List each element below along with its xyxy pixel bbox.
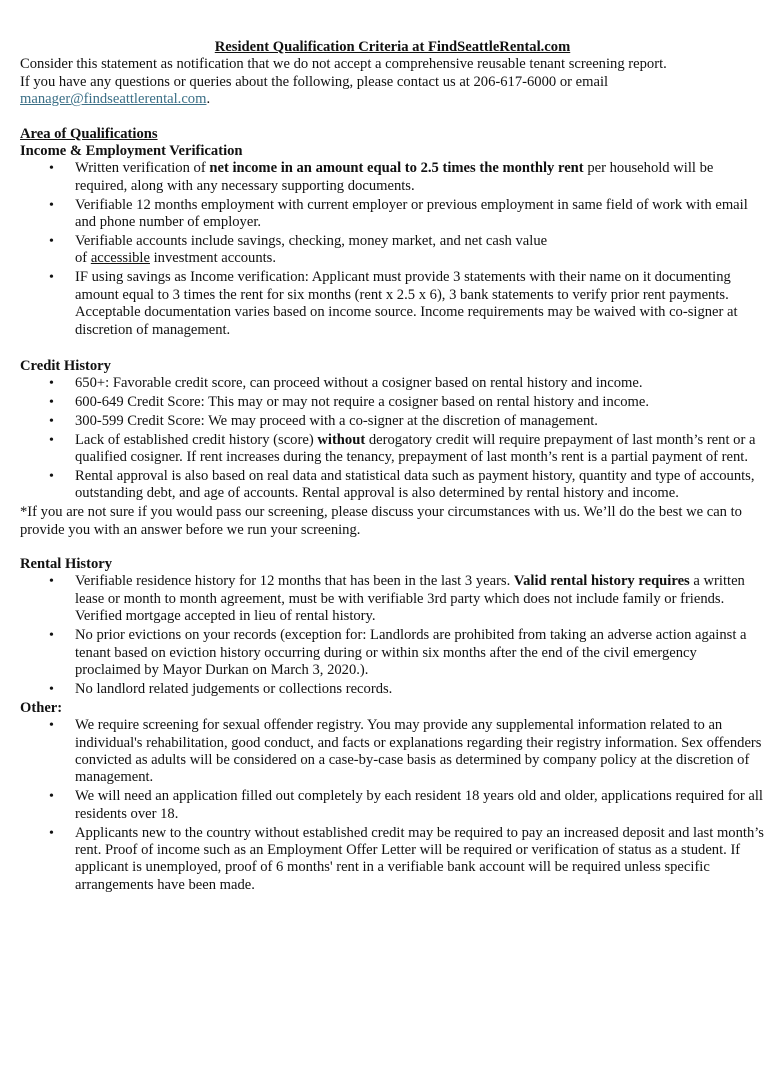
list-item: [75, 394, 765, 411]
text: 300-599 Credit Score: We may proceed with a co-signer at the discretion of management.: [75, 412, 598, 429]
text: investment accounts.: [149, 250, 277, 267]
text: No landlord related judgements or collections records.: [75, 680, 393, 697]
text: of: [75, 250, 91, 267]
list-item: [75, 681, 765, 698]
list-item: [75, 197, 765, 232]
bold-text: Valid rental history requires: [513, 573, 690, 590]
spacer: [20, 341, 765, 358]
text: IF using savings as Income verification: Applicant must provide 3 statements with their name on it documenting amount equal to 3 times the rent for six months (rent x 2.5 x 6), 3 bank statements to verify prior rent payments. Acceptable documentation varies based on income source. Income requirements may be waived with co-signer at discretion of management.: [75, 269, 738, 338]
area-heading: Area of Qualifications: [20, 125, 158, 142]
list-item: [75, 788, 765, 823]
section-credit: [20, 358, 765, 540]
text: Verifiable accounts include savings, checking, money market, and net cash value: [75, 233, 548, 250]
intro-contact: [20, 91, 765, 108]
spacer: [20, 109, 765, 126]
spacer: [20, 539, 765, 556]
list-item: [75, 627, 765, 679]
text: a written lease or month to month agreement, must be with verifiable 3rd party which does not include family or friends. Verified mortgage accepted in lieu of rental history.: [75, 573, 745, 625]
list-item: [75, 573, 765, 625]
screening-note: *If you are not sure if you would pass our screening, please discuss your circumstances with us. We’ll do the best we can to provide you with an answer before we run your screening.: [20, 504, 742, 538]
bold-text: net income in an amount equal to 2.5 times the monthly rent: [209, 160, 584, 177]
section-heading: Credit History: [20, 357, 111, 374]
section-other: [20, 700, 765, 894]
text: Applicants new to the country without established credit may be required to pay an increased deposit and last month’s rent. Proof of income such as an Employment Offer Letter will be required or verification of status as a student. If applicant is unemployed, proof of 6 months' rent in a verifiable bank account will be required unless specific arrangements have been made.: [75, 824, 764, 893]
bullet-list: [20, 375, 765, 503]
intro-line-2: If you have any questions or queries about the following, please contact us at 206-617-6000 or email: [20, 73, 609, 90]
list-item: [75, 233, 765, 268]
email-link[interactable]: manager@findseattlerental.com: [20, 91, 207, 108]
text: 600-649 Credit Score: This may or may not require a cosigner based on rental history and income.: [75, 393, 650, 410]
text: No prior evictions on your records (exception for: Landlords are prohibited from taking an adverse action against a tenant based on eviction history occurring during or within six months after the end of the civil emergency proclaimed by Mayor Durkan on March 3, 2020.).: [75, 627, 747, 678]
document-page: [20, 39, 765, 896]
list-item: [75, 269, 765, 339]
email-trail: .: [206, 91, 211, 108]
bullet-list: [20, 717, 765, 894]
list-item: [75, 432, 765, 467]
list-item: [75, 717, 765, 787]
bullet-list: [20, 160, 765, 339]
list-item: [75, 160, 765, 195]
list-item: [75, 468, 765, 503]
list-item: [75, 825, 765, 895]
text: Lack of established credit history (score): [75, 431, 318, 448]
text: per household will be required, along with any necessary supporting documents.: [75, 160, 714, 194]
bold-text: without: [317, 431, 366, 448]
text: Rental approval is also based on real data and statistical data such as payment history, quantity and type of accounts, outstanding debt, and age of accounts. Rental approval is also determined by rental history and income.: [75, 467, 755, 502]
text: We will need an application filled out completely by each resident 18 years old and older, applications required for all residents over 18.: [75, 788, 763, 822]
text: Written verification of: [75, 160, 210, 177]
underlined-text: accessible: [90, 250, 150, 267]
text: Verifiable residence history for 12 months that has been in the last 3 years.: [75, 573, 514, 590]
text: 650+: Favorable credit score, can proceed without a cosigner based on rental history and income.: [75, 374, 643, 391]
list-item: [75, 375, 765, 392]
section-heading: Income & Employment Verification: [20, 143, 243, 160]
section-heading: Rental History: [20, 556, 113, 573]
intro-line-1: Consider this statement as notification that we do not accept a comprehensive reusable tenant screening report.: [20, 56, 667, 73]
section-heading: Other:: [20, 699, 63, 716]
document-title: Resident Qualification Criteria at FindSeattleRental.com: [214, 39, 571, 55]
text: derogatory credit will require prepayment of last month’s rent or a qualified cosigner. If rent increases during the tenancy, prepayment of last month’s rent is a partial payment of rent.: [75, 431, 756, 466]
text: We require screening for sexual offender registry. You may provide any supplemental information related to an individual's rehabilitation, good conduct, and facts or explanations regarding their registry information. Sex offenders convicted as adults will be considered on a case-by-case basis as determined by company policy at the discretion of management.: [75, 717, 762, 786]
section-rental: [20, 556, 765, 698]
text: Verifiable 12 months employment with current employer or previous employment in same field of work with email and phone number of employer.: [75, 196, 748, 231]
section-income: [20, 143, 765, 339]
list-item: [75, 413, 765, 430]
bullet-list: [20, 573, 765, 698]
